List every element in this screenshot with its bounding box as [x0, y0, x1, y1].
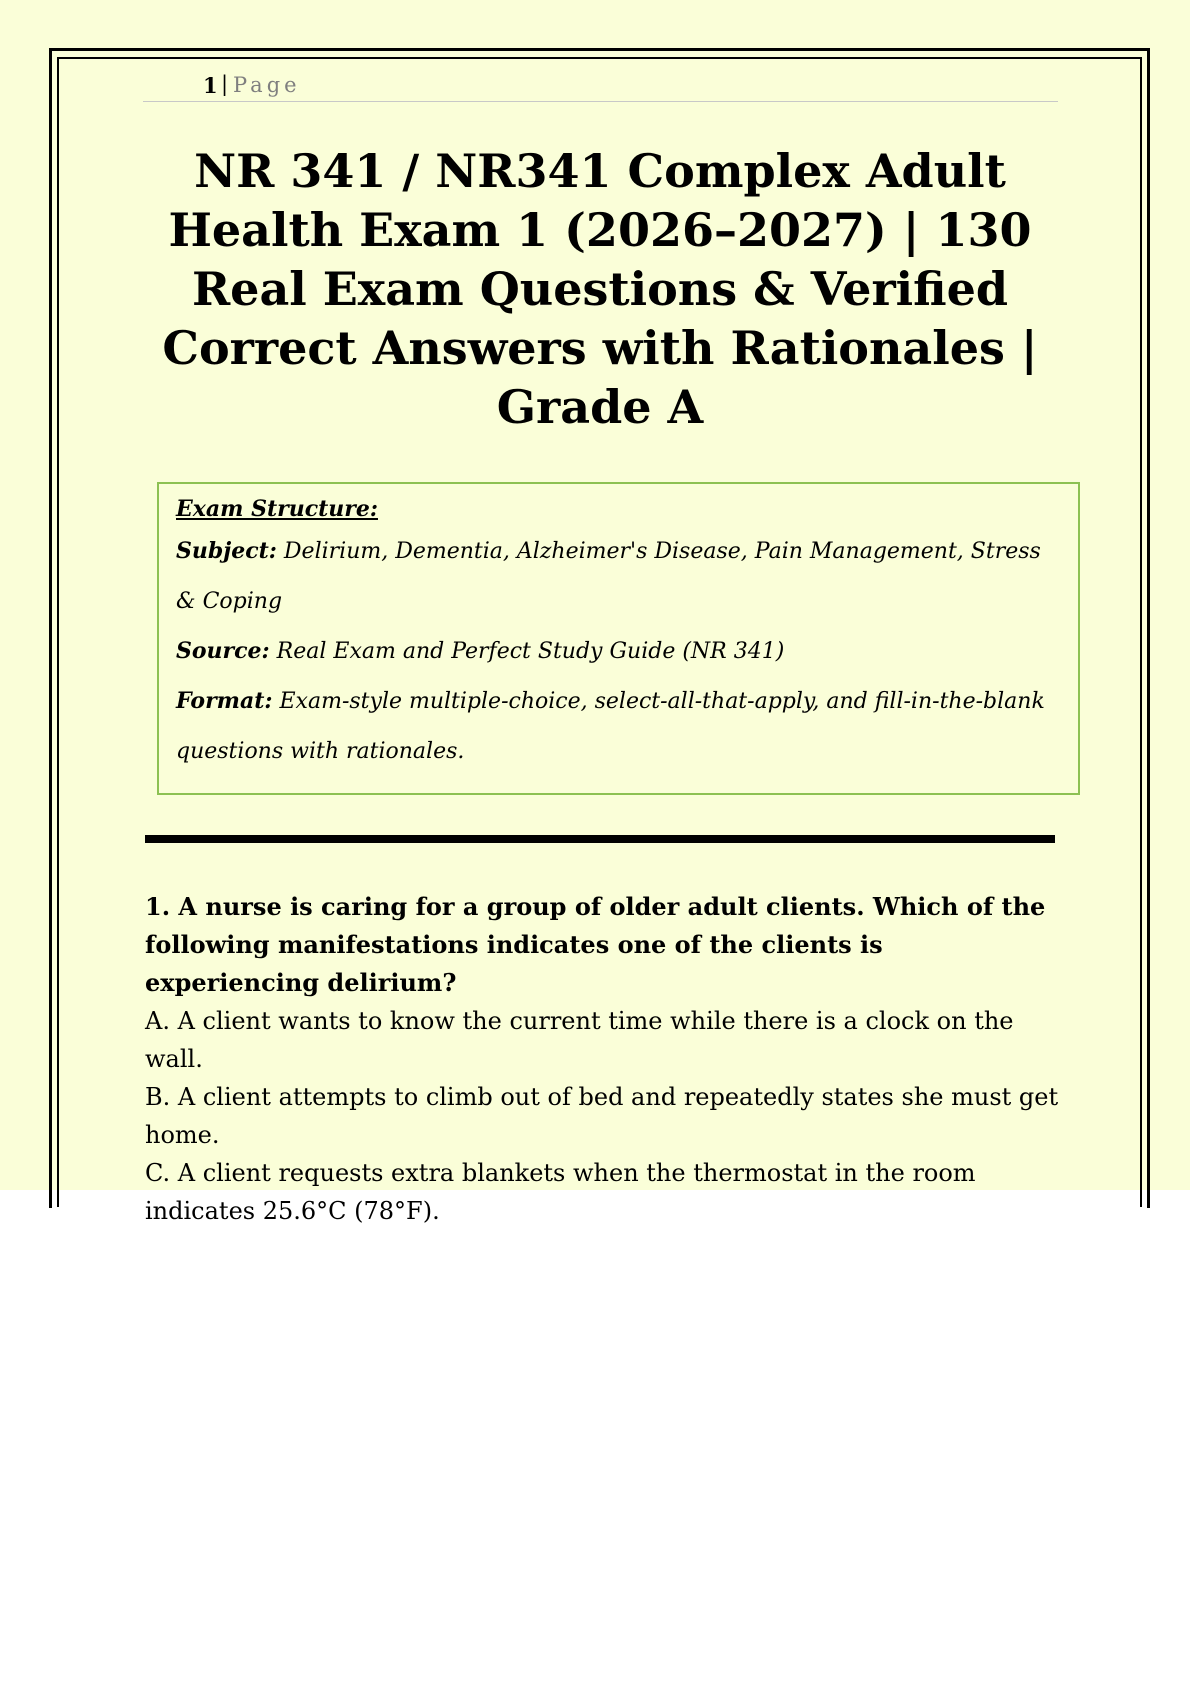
source-field	[176, 626, 1056, 677]
page-label: Page	[233, 73, 301, 97]
subject-field	[176, 526, 1056, 627]
section-divider	[145, 835, 1055, 843]
subject-label: Subject:	[176, 538, 277, 564]
subject-value: Delirium, Dementia, Alzheimer's Disease, Pain Management, Stress & Coping	[176, 539, 1041, 614]
source-value: Real Exam and Perfect Study Guide (NR 341)	[276, 639, 785, 664]
exam-structure-heading: Exam Structure:	[176, 496, 378, 522]
answer-option-b: B. A client attempts to climb out of bed and repeatedly states she must get home.	[145, 1083, 1059, 1149]
page-separator: |	[221, 72, 229, 96]
format-field	[176, 676, 1056, 777]
document-title: NR 341 / NR341 Complex Adult Health Exam 1 (2026–2027) | 130 Real Exam Questions & Verified Correct Answers with Rationales | Grade A	[162, 144, 1038, 434]
format-label: Format:	[176, 688, 273, 714]
question-stem: 1. A nurse is caring for a group of older adult clients. Which of the following manifestations indicates one of the clients is experiencing delirium?	[145, 892, 1046, 997]
answer-option-a: A. A client wants to know the current time while there is a clock on the wall.	[145, 1007, 1014, 1073]
answer-option-c: C. A client requests extra blankets when the thermostat in the room indicates 25.6°C (78°F).	[145, 1159, 976, 1225]
question-1	[145, 888, 1065, 1230]
format-value: Exam-style multiple-choice, select-all-that-apply, and fill-in-the-blank questions with rationales.	[176, 689, 1045, 764]
page-header	[143, 73, 1058, 102]
exam-structure-box	[157, 482, 1080, 795]
page-number: 1	[203, 73, 218, 98]
source-label: Source:	[176, 638, 270, 664]
